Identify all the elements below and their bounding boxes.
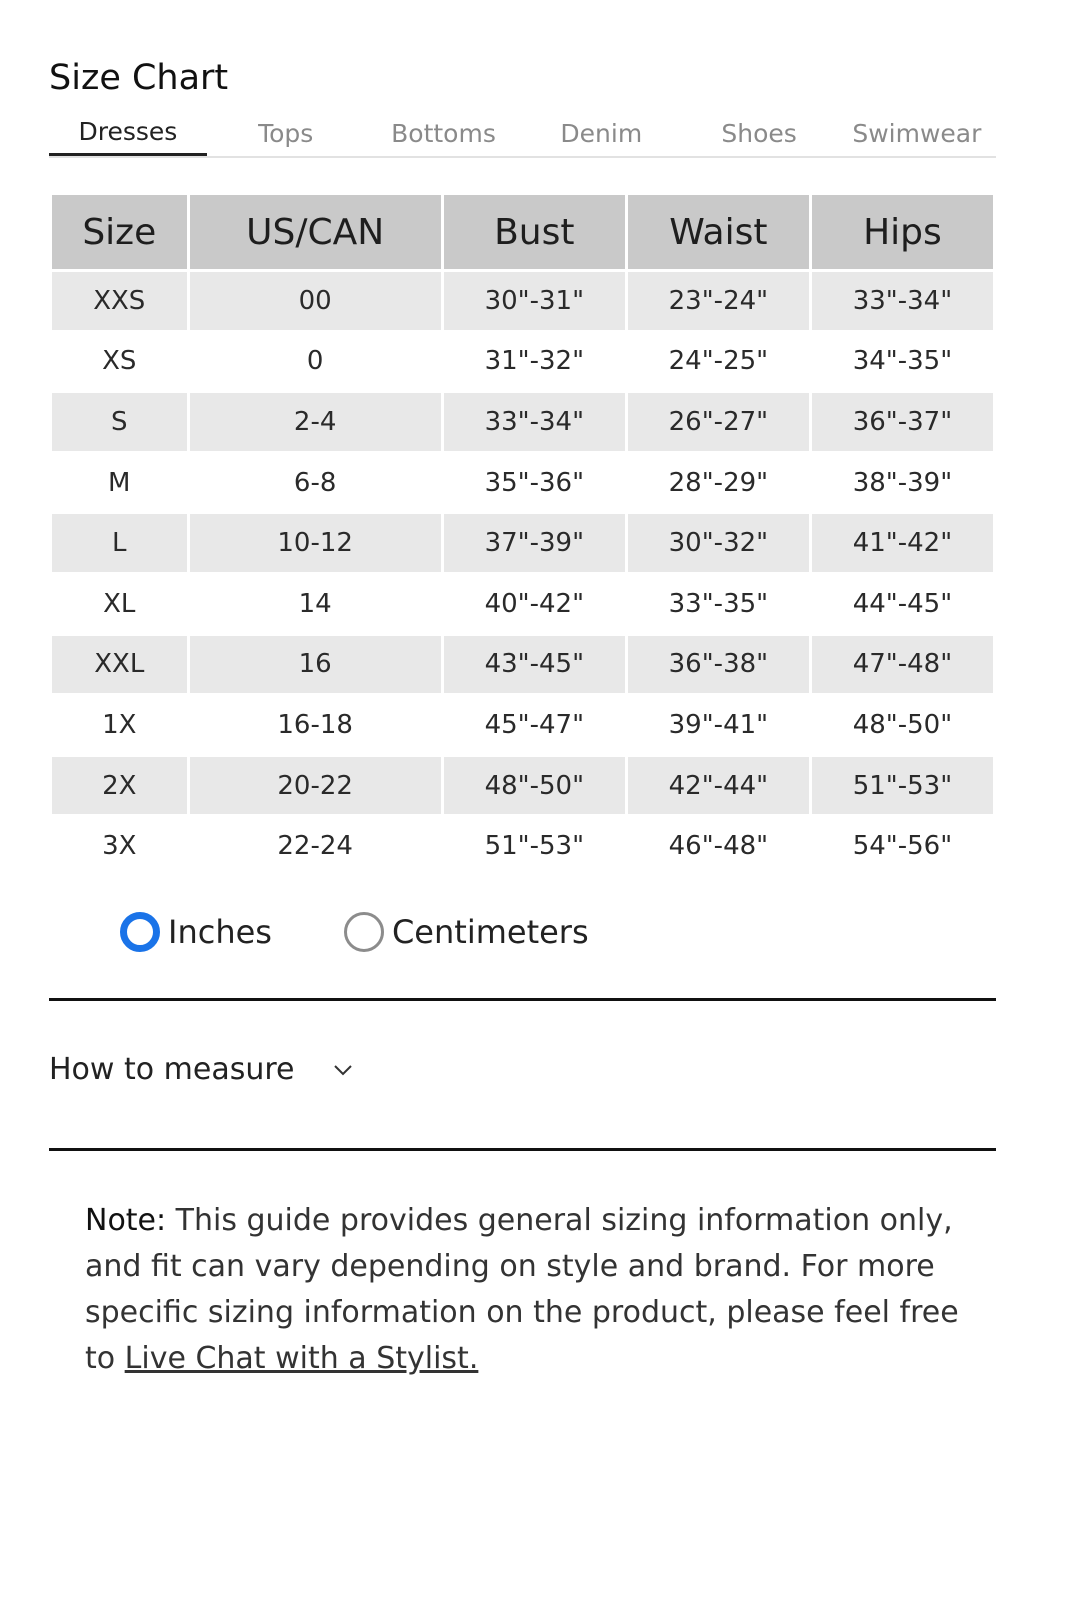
page-title: Size Chart: [49, 58, 229, 98]
table-row: [52, 454, 993, 512]
table-cell: 51"-53": [812, 757, 993, 815]
tab-tops[interactable]: Tops: [258, 118, 314, 148]
chevron-down-icon[interactable]: [332, 1059, 354, 1081]
table-row: [52, 575, 993, 633]
table-cell: 00: [190, 272, 441, 330]
centimeters-radio[interactable]: [344, 912, 384, 952]
table-cell: 0: [190, 333, 441, 391]
unit-option-inches[interactable]: [120, 912, 272, 952]
table-cell: 46"-48": [628, 817, 809, 875]
table-row: [52, 757, 993, 815]
table-cell: 36"-37": [812, 393, 993, 451]
table-cell: 54"-56": [812, 817, 993, 875]
table-cell: 38"-39": [812, 454, 993, 512]
tab-swimwear[interactable]: Swimwear: [852, 118, 982, 148]
table-cell: S: [52, 393, 187, 451]
inches-radio[interactable]: [120, 912, 160, 952]
column-header-waist: Waist: [628, 195, 809, 269]
table-cell: M: [52, 454, 187, 512]
table-row: [52, 817, 993, 875]
table-cell: 35"-36": [444, 454, 625, 512]
table-cell: 2X: [52, 757, 187, 815]
tab-shoes[interactable]: Shoes: [721, 118, 797, 148]
sizing-note: [85, 1198, 965, 1382]
table-cell: XL: [52, 575, 187, 633]
table-cell: 2-4: [190, 393, 441, 451]
table-cell: 16-18: [190, 696, 441, 754]
table-cell: 23"-24": [628, 272, 809, 330]
table-cell: 39"-41": [628, 696, 809, 754]
table-cell: 24"-25": [628, 333, 809, 391]
column-header-bust: Bust: [444, 195, 625, 269]
table-cell: 34"-35": [812, 333, 993, 391]
table-header-row: [52, 195, 993, 269]
table-row: [52, 333, 993, 391]
table-cell: 43"-45": [444, 636, 625, 694]
divider: [49, 1148, 996, 1151]
table-cell: 36"-38": [628, 636, 809, 694]
table-cell: 45"-47": [444, 696, 625, 754]
table-cell: 33"-34": [444, 393, 625, 451]
table-row: [52, 272, 993, 330]
table-cell: 31"-32": [444, 333, 625, 391]
column-header-us-can: US/CAN: [190, 195, 441, 269]
table-cell: 26"-27": [628, 393, 809, 451]
table-cell: 42"-44": [628, 757, 809, 815]
table-cell: 1X: [52, 696, 187, 754]
table-row: [52, 636, 993, 694]
inches-label: Inches: [168, 913, 272, 951]
table-cell: 33"-34": [812, 272, 993, 330]
note-prefix: Note:: [85, 1203, 167, 1238]
table-cell: XS: [52, 333, 187, 391]
table-cell: 47"-48": [812, 636, 993, 694]
note-body: This guide provides general sizing information only, and fit can vary depending on style and brand. For more specific sizing information on the product, please feel free to: [85, 1203, 959, 1376]
table-cell: XXL: [52, 636, 187, 694]
table-cell: 33"-35": [628, 575, 809, 633]
table-cell: 51"-53": [444, 817, 625, 875]
size-table: [49, 192, 996, 878]
unit-selector: [120, 912, 661, 952]
table-cell: 30"-32": [628, 514, 809, 572]
table-cell: 48"-50": [812, 696, 993, 754]
table-cell: 22-24: [190, 817, 441, 875]
table-row: [52, 514, 993, 572]
table-cell: 37"-39": [444, 514, 625, 572]
tab-denim[interactable]: Denim: [560, 118, 643, 148]
table-cell: 30"-31": [444, 272, 625, 330]
tab-dresses[interactable]: Dresses: [49, 110, 207, 156]
divider: [49, 998, 996, 1001]
table-cell: L: [52, 514, 187, 572]
table-cell: 3X: [52, 817, 187, 875]
unit-option-centimeters[interactable]: [344, 912, 589, 952]
table-cell: 40"-42": [444, 575, 625, 633]
category-tabs: [49, 110, 996, 158]
table-cell: 48"-50": [444, 757, 625, 815]
how-to-measure-label: How to measure: [49, 1052, 295, 1087]
table-cell: 6-8: [190, 454, 441, 512]
table-row: [52, 696, 993, 754]
table-cell: 10-12: [190, 514, 441, 572]
table-cell: 14: [190, 575, 441, 633]
column-header-hips: Hips: [812, 195, 993, 269]
table-cell: 28"-29": [628, 454, 809, 512]
table-cell: 41"-42": [812, 514, 993, 572]
table-cell: XXS: [52, 272, 187, 330]
live-chat-link[interactable]: Live Chat with a Stylist.: [124, 1341, 479, 1376]
table-cell: 16: [190, 636, 441, 694]
how-to-measure-toggle[interactable]: [49, 1052, 354, 1087]
table-cell: 44"-45": [812, 575, 993, 633]
tab-bottoms[interactable]: Bottoms: [391, 118, 496, 148]
table-row: [52, 393, 993, 451]
column-header-size: Size: [52, 195, 187, 269]
table-body: [52, 272, 993, 875]
centimeters-label: Centimeters: [391, 913, 589, 951]
table-cell: 20-22: [190, 757, 441, 815]
